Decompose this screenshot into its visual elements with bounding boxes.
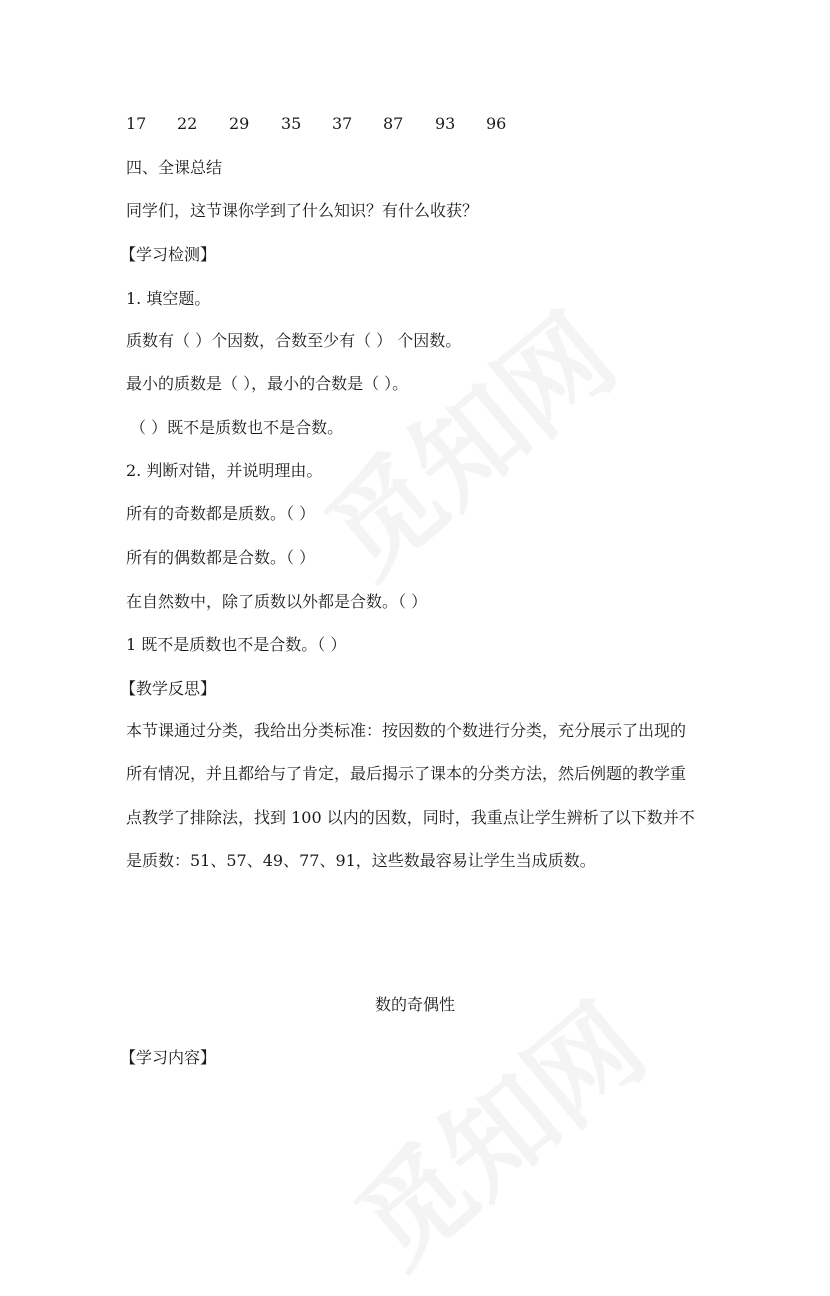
judge-item: 所有的奇数都是质数。（ ）	[126, 504, 316, 523]
reflection-paragraph-line: 所有情况，并且都给与了肯定，最后揭示了课本的分类方法，然后例题的教学重	[126, 764, 687, 783]
number-item: 37	[332, 114, 353, 133]
number-list	[0, 112, 830, 136]
number-item: 35	[281, 114, 302, 133]
number-item: 22	[177, 114, 198, 133]
number-item: 96	[486, 114, 507, 133]
fill-blank-item: 质数有（ ）个因数，合数至少有（ ） 个因数。	[126, 331, 462, 350]
reflection-heading: 【教学反思】	[120, 679, 217, 698]
summary-question: 同学们，这节课你学到了什么知识？有什么收获？	[126, 201, 479, 220]
fill-blank-item: （ ）既不是质数也不是合数。	[130, 418, 344, 437]
watermark	[288, 272, 642, 605]
reflection-paragraph-line: 点教学了排除法，找到 100 以内的因数，同时，我重点让学生辨析了以下数并不	[126, 808, 695, 827]
judge-title: 2. 判断对错，并说明理由。	[126, 461, 323, 480]
judge-item: 1 既不是质数也不是合数。（ ）	[126, 635, 347, 654]
judge-item: 所有的偶数都是合数。（ ）	[126, 548, 316, 567]
section-title: 数的奇偶性	[374, 995, 455, 1014]
number-item: 93	[435, 114, 456, 133]
number-item: 29	[229, 114, 250, 133]
judge-item: 在自然数中，除了质数以外都是合数。（ ）	[126, 592, 428, 611]
section-heading: 四、全课总结	[126, 158, 223, 177]
content-heading: 【学习内容】	[120, 1048, 217, 1067]
reflection-paragraph-line: 本节课通过分类，我给出分类标准：按因数的个数进行分类，充分展示了出现的	[126, 721, 687, 740]
number-item: 87	[383, 114, 404, 133]
fill-blank-title: 1. 填空题。	[126, 289, 211, 308]
number-item: 17	[126, 114, 147, 133]
test-heading: 【学习检测】	[120, 245, 217, 264]
fill-blank-item: 最小的质数是（ ），最小的合数是（ ）。	[126, 374, 409, 393]
reflection-paragraph-line: 是质数：51、57、49、77、91，这些数最容易让学生当成质数。	[126, 851, 596, 870]
